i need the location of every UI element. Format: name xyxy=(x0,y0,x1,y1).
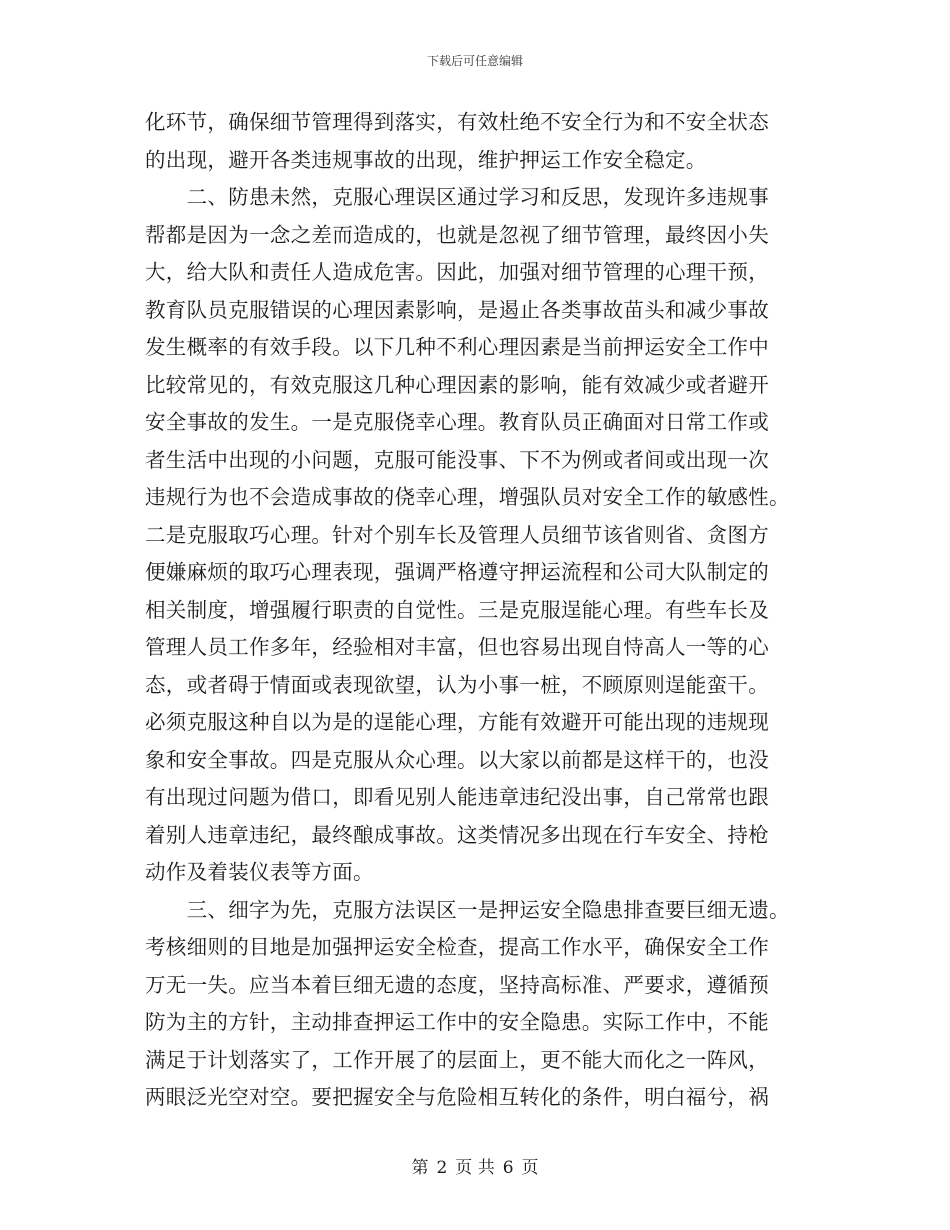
body-line: 者生活中出现的小问题，克服可能没事、下不为例或者间或出现一次 xyxy=(145,447,769,472)
body-line: 象和安全事故。四是克服从众心理。以大家以前都是这样干的，也没 xyxy=(145,747,769,772)
page-prefix: 第 xyxy=(411,1158,429,1178)
body-line: 考核细则的目地是加强押运安全检查，提高工作水平，确保安全工作 xyxy=(145,935,769,959)
body-line: 相关制度，增强履行职责的自觉性。三是克服逞能心理。有些车长及 xyxy=(145,597,769,622)
body-line: 两眼泛光空对空。要把握安全与危险相互转化的条件，明白福兮，祸 xyxy=(145,1085,769,1109)
body-line: 便嫌麻烦的取巧心理表现，强调严格遵守押运流程和公司大队制定的 xyxy=(145,560,769,584)
body-line: 违规行为也不会造成事故的侥幸心理，增强队员对安全工作的敏感性。 xyxy=(145,485,790,509)
body-line: 安全事故的发生。一是克服侥幸心理。教育队员正确面对日常工作或 xyxy=(145,410,769,434)
page-number-footer xyxy=(0,1153,950,1178)
body-line: 满足于计划落实了，工作开展了的层面上，更不能大而化之一阵风， xyxy=(145,1047,769,1072)
body-line: 二是克服取巧心理。针对个别车长及管理人员细节该省则省、贪图方 xyxy=(145,522,769,547)
body-line: 防为主的方针，主动排查押运工作中的安全隐患。实际工作中，不能 xyxy=(145,1010,769,1034)
body-line: 必须克服这种自以为是的逞能心理，方能有效避开可能出现的违规现 xyxy=(145,710,769,734)
body-line: 万无一失。应当本着巨细无遗的态度，坚持高标准、严要求，遵循预 xyxy=(145,972,769,997)
body-line: 二、防患未然，克服心理误区通过学习和反思，发现许多违规事 xyxy=(145,185,769,209)
body-line: 大，给大队和责任人造成危害。因此，加强对细节管理的心理干预， xyxy=(145,260,769,284)
page-middle: 页 共 xyxy=(455,1158,495,1178)
body-line: 发生概率的有效手段。以下几种不利心理因素是当前押运安全工作中 xyxy=(145,335,769,359)
body-line: 三、细字为先，克服方法误区一是押运安全隐患排查要巨细无遗。 xyxy=(145,897,790,922)
body-line: 教育队员克服错误的心理因素影响，是遏止各类事故苗头和减少事故 xyxy=(145,297,769,322)
body-line: 态，或者碍于情面或表现欲望，认为小事一桩，不顾原则逞能蛮干。 xyxy=(145,672,769,697)
body-line: 着别人违章违纪，最终酿成事故。这类情况多出现在行车安全、持枪 xyxy=(145,822,769,847)
body-line: 的出现，避开各类违规事故的出现，维护押运工作安全稳定。 xyxy=(145,147,707,172)
page-suffix: 页 xyxy=(521,1158,539,1178)
page-header-note: 下载后可任意编辑 xyxy=(426,54,523,68)
page-current: 2 xyxy=(436,1158,448,1178)
body-line: 动作及着装仪表等方面。 xyxy=(145,860,374,884)
body-line: 有出现过问题为借口，即看见别人能违章违纪没出事，自己常常也跟 xyxy=(145,785,769,809)
page-total: 6 xyxy=(502,1158,514,1178)
body-line: 化环节，确保细节管理得到落实，有效杜绝不安全行为和不安全状态 xyxy=(145,110,769,134)
body-line: 比较常见的，有效克服这几种心理因素的影响，能有效减少或者避开 xyxy=(145,372,769,397)
body-line: 管理人员工作多年，经验相对丰富，但也容易出现自恃高人一等的心 xyxy=(145,635,769,659)
document-body xyxy=(145,104,813,1117)
body-line: 帮都是因为一念之差而造成的，也就是忽视了细节管理，最终因小失 xyxy=(145,222,769,247)
